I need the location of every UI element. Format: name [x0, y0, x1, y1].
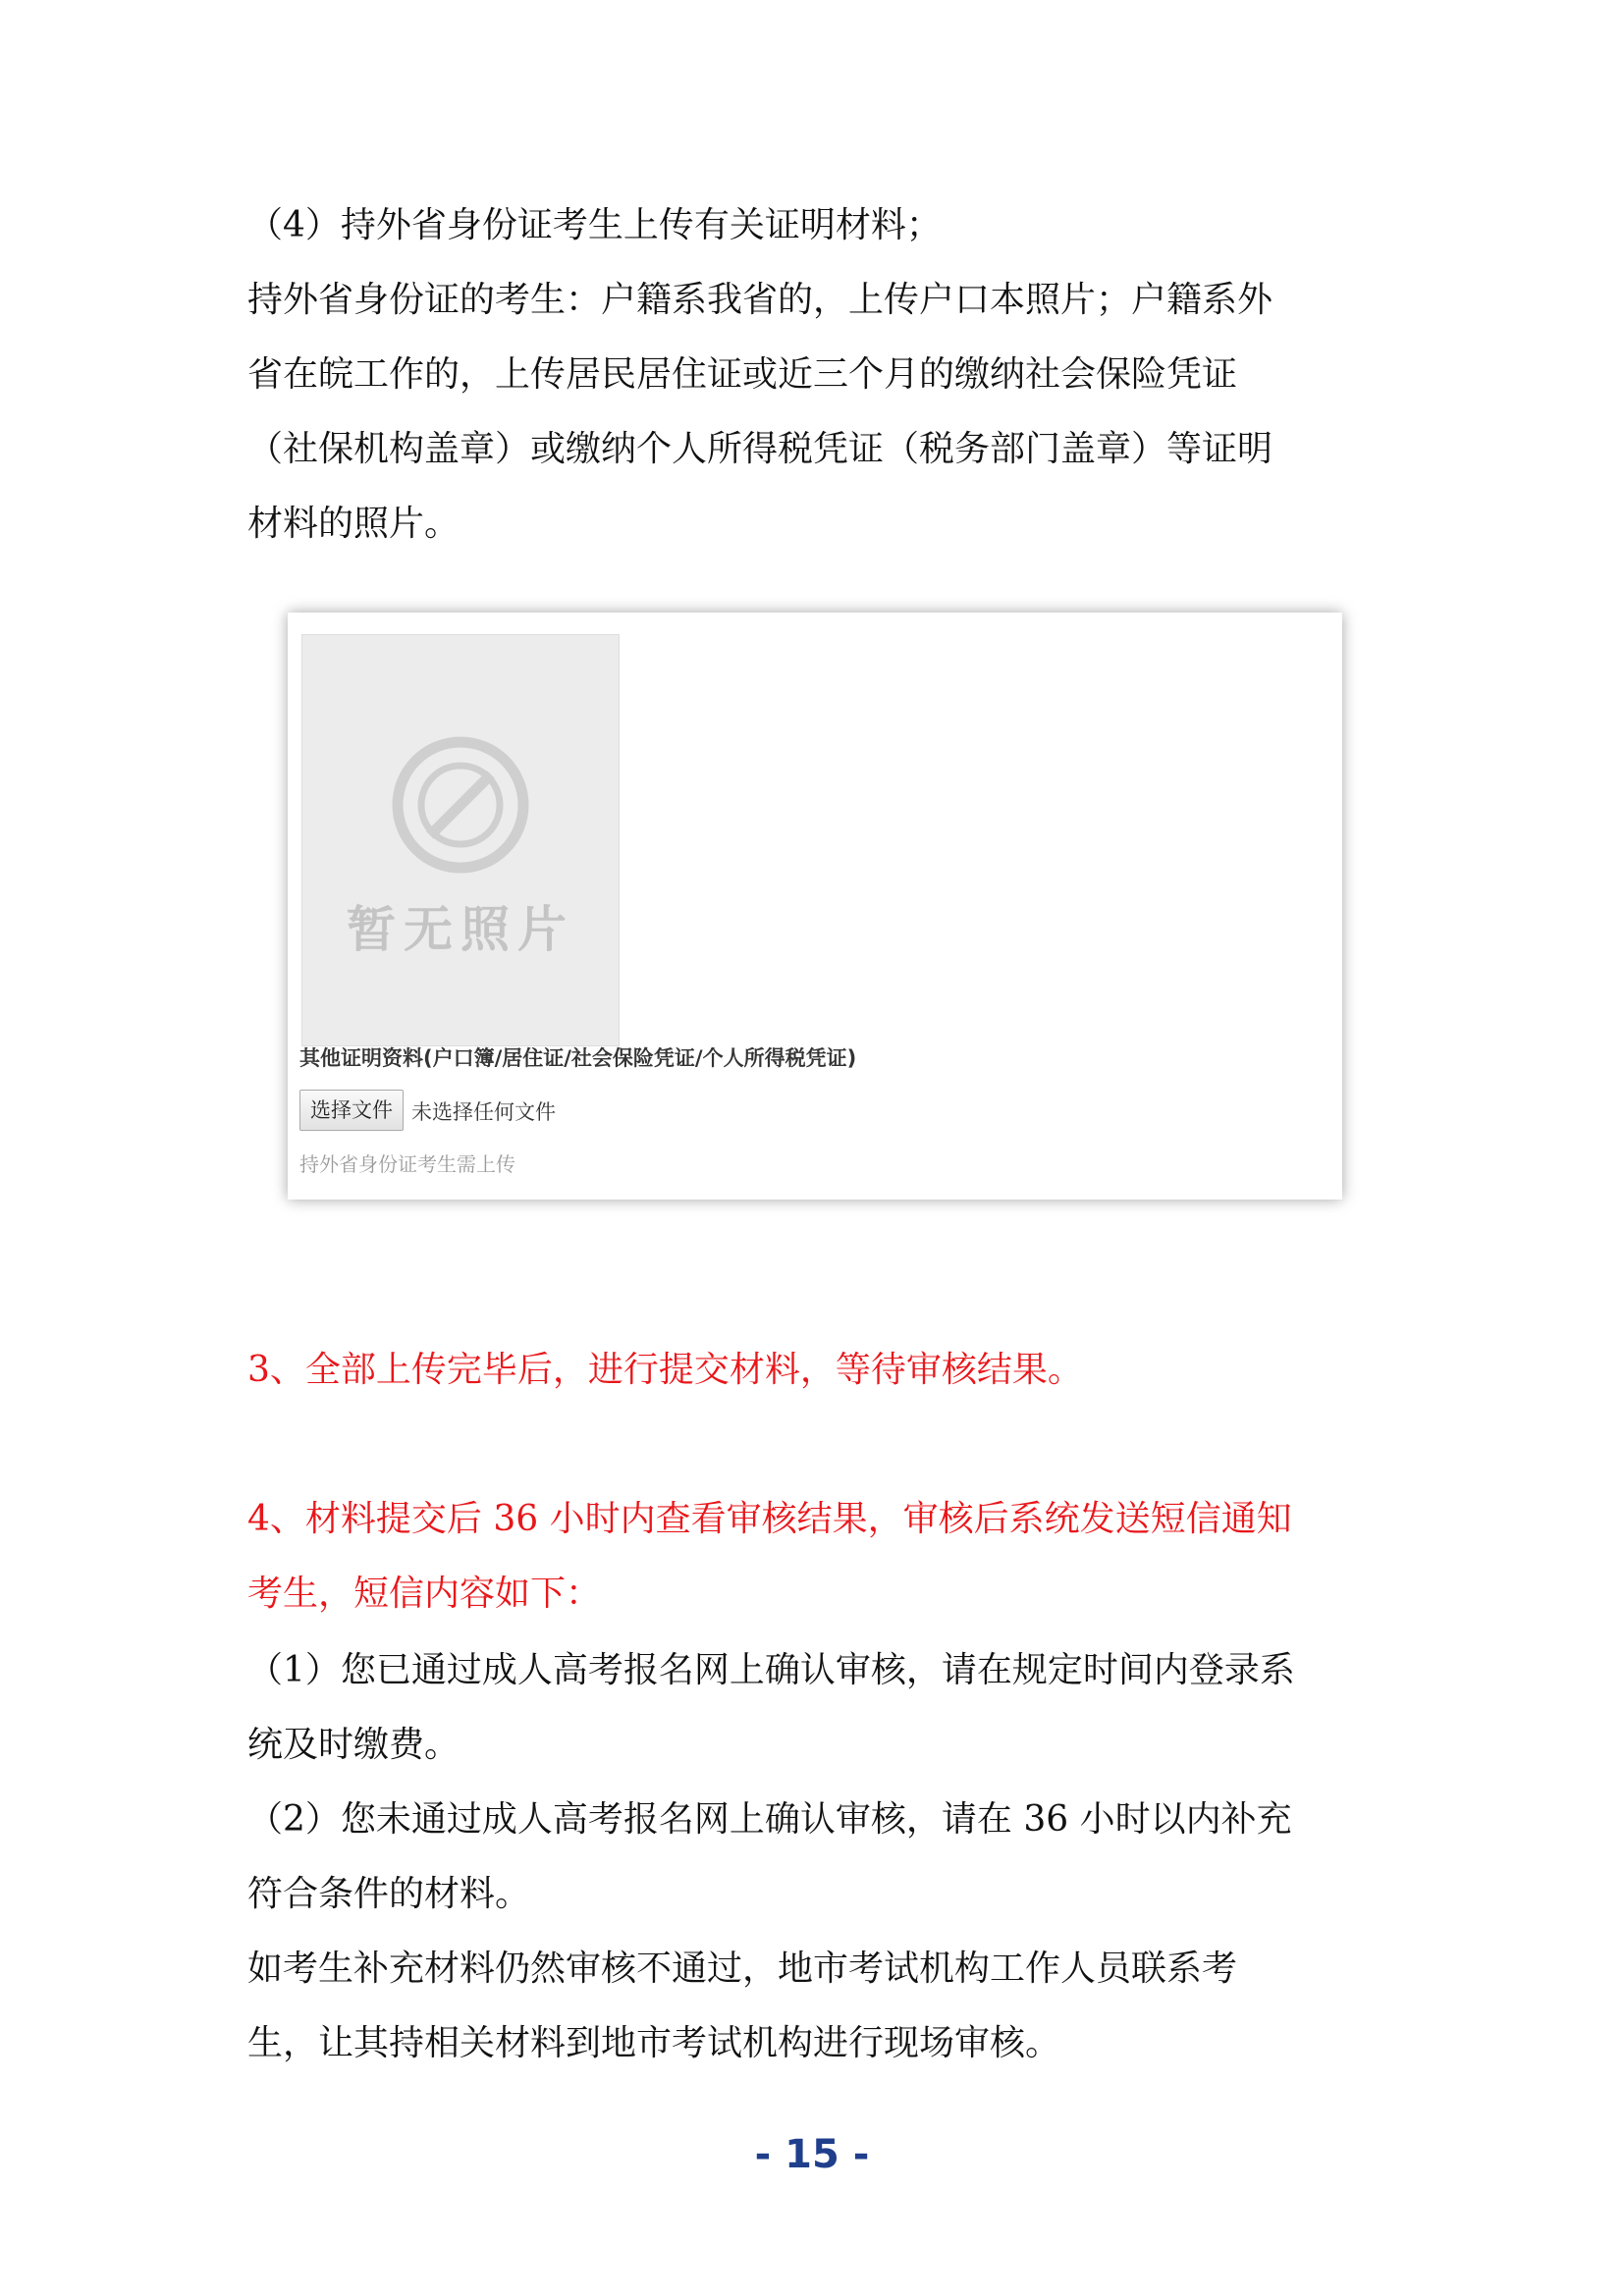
photo-placeholder	[301, 634, 620, 1046]
sms2-line: （2）您未通过成人高考报名网上确认审核，请在 36 小时以内补充	[247, 1799, 1292, 1840]
step4-line: 考生，短信内容如下：	[247, 1574, 602, 1614]
no-photo-icon	[389, 733, 532, 877]
page-number: - 15 -	[754, 2132, 870, 2177]
note-line: 生，让其持相关材料到地市考试机构进行现场审核。	[247, 2023, 1061, 2063]
choose-file-button[interactable]: 选择文件	[299, 1090, 404, 1131]
sms1-line: （1）您已通过成人高考报名网上确认审核，请在规定时间内登录系	[247, 1650, 1295, 1690]
item4-body-line: 持外省身份证的考生：户籍系我省的，上传户口本照片；户籍系外	[247, 280, 1273, 320]
sms1-line: 统及时缴费。	[247, 1725, 460, 1765]
no-photo-text: 暂无照片	[347, 901, 574, 958]
step3-text: 3、全部上传完毕后，进行提交材料，等待审核结果。	[247, 1350, 1083, 1390]
upload-hint: 持外省身份证考生需上传	[299, 1152, 515, 1176]
item4-body-line: 材料的照片。	[247, 504, 460, 544]
field-label: 其他证明资料(户口簿/居住证/社会保险凭证/个人所得税凭证)	[299, 1046, 857, 1070]
item4-title: （4）持外省身份证考生上传有关证明材料；	[247, 205, 942, 245]
upload-screenshot	[288, 613, 1342, 1200]
step4-line: 4、材料提交后 36 小时内查看审核结果，审核后系统发送短信通知	[247, 1499, 1292, 1539]
item4-body-line: 省在皖工作的，上传居民居住证或近三个月的缴纳社会保险凭证	[247, 354, 1238, 395]
file-status: 未选择任何文件	[411, 1100, 556, 1124]
sms2-line: 符合条件的材料。	[247, 1874, 531, 1914]
note-line: 如考生补充材料仍然审核不通过，地市考试机构工作人员联系考	[247, 1949, 1238, 1989]
item4-body-line: （社保机构盖章）或缴纳个人所得税凭证（税务部门盖章）等证明	[247, 429, 1273, 469]
